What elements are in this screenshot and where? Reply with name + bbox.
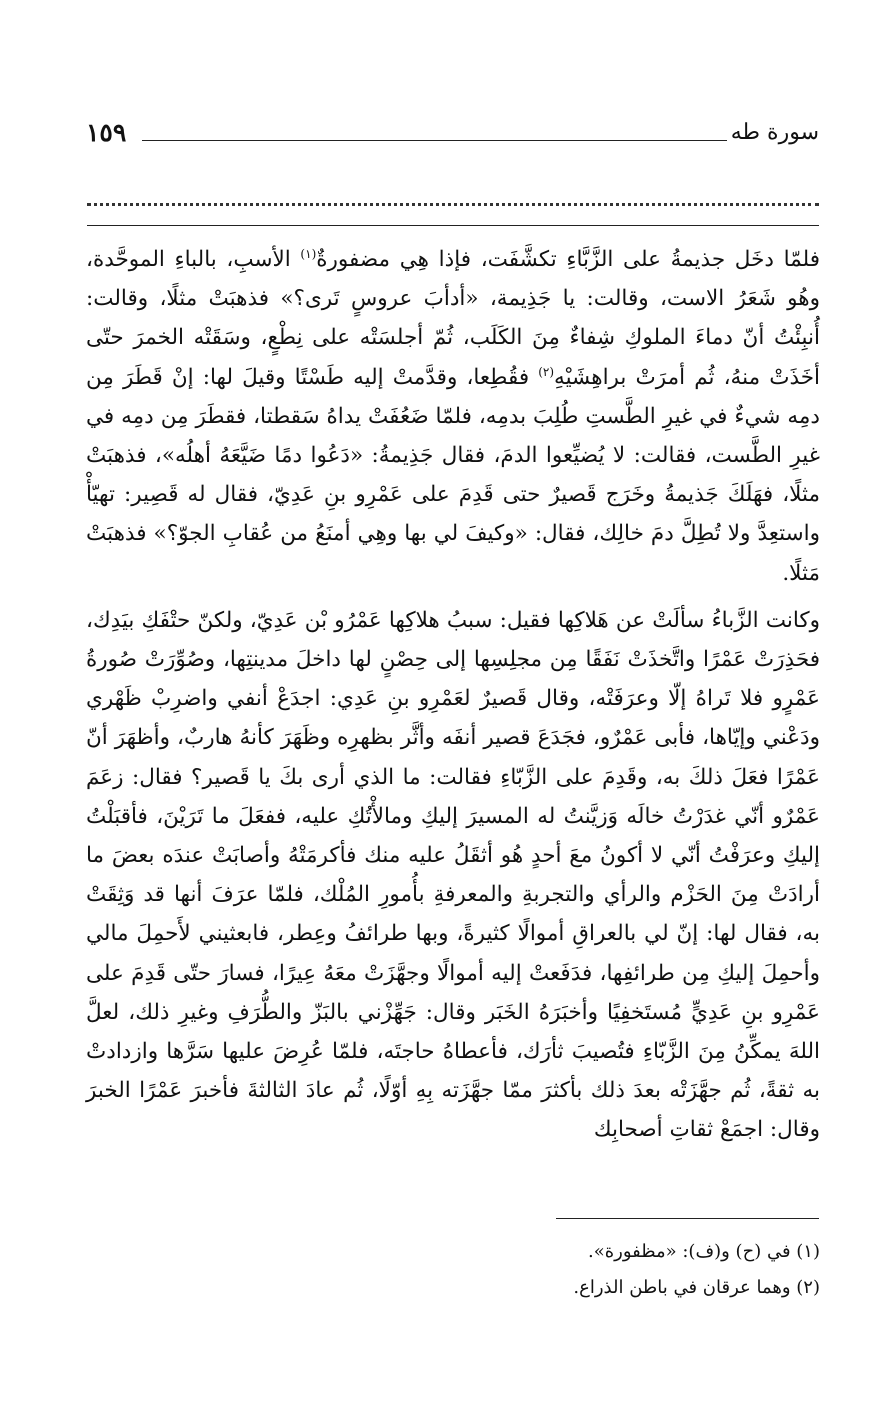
footnote-1: (١) في (ح) و(ف): «مظفورة». [587,1241,820,1262]
paragraph-1-part-1: فلمّا دخَل جذيمةُ على الزَّبَّاءِ تكشَّفَت، فإذا هِي مضفورةٌ [316,247,820,272]
dotted-divider [87,203,819,206]
paragraph-1-part-2: الأسبِ، بالباءِ الموحَّدة، وهُو شَعَرُ الاست، وقالت: يا جَذِيمة، «أدأبَ عروسٍ تَرى؟» فذهبَتْ مثلًا، وقالت: أُنبِئْتُ أنّ دماءَ الملوكِ شِفاءٌ مِنَ الكَلَب، ثُمّ أجلسَتْه على نِطْعٍ، وسَقَتْه الخمرَ حتّى أخَذَتْ منهُ، ثُم أمرَتْ براهِشَيْهِ [86,247,820,390]
footnote-ref-2: (٢) [538,364,555,379]
paragraph-1 [86,240,820,593]
footnote-ref-1: (١) [300,246,317,261]
header-rule [142,140,727,141]
footnote-2: (٢) وهما عرقان في باطن الذراع. [573,1277,820,1298]
running-header [86,118,819,158]
footnotes [86,1234,820,1306]
footnote-separator [556,1218,819,1219]
page-number: ١٥٩ [86,118,127,147]
main-text [86,240,820,1150]
solid-divider [87,225,819,226]
surah-title: سورة طه [730,120,819,145]
paragraph-1-part-3: فقُطِعا، وقدَّمتْ إليه طَسْتًا وقيلَ لها: إنْ قَطَرَ مِن دمِه شيءٌ في غيرِ الطَّستِ طُلِبَ بدمِه، فلمّا ضَعُفَتْ يداهُ سَقطتا، فقطَرَ مِن دمِه في غيرِ الطَّست، فقالت: لا يُضيِّعوا الدمَ، فقال جَذِيمةُ: «دَعُوا دمًا ضَيَّعَهُ أهلُه»، فذهبَتْ مثلًا، فهَلَكَ جَذيمةُ وخَرَج قَصيرٌ حتى قَدِمَ على عَمْرِو بنِ عَدِيّ، فقال له قَصِير: تهيّأْ واستعِدَّ ولا تُطِلَّ دمَ خالِك، فقال: «وكيفَ لي بها وهِي أمنَعُ من عُقابِ الجوّ؟» فذهبَتْ مَثلًا. [86,364,820,586]
paragraph-2: وكانت الزَّباءُ سألَتْ عن هَلاكِها فقيل: سببُ هلاكِها عَمْرُو بْن عَدِيّ، ولكنّ حتْفَكِ بيَدِك، فحَذِرَتْ عَمْرًا واتَّخذَتْ نَفَقًا مِن مجلِسِها إلى حِصْنٍ لها داخلَ مدينتِها، وصُوِّرَتْ صُورةُ عَمْرٍو فلا تَراهُ إلّا وعرَفَتْه، وقال قَصيرٌ لعَمْرِو بنِ عَدِي: اجدَعْ أنفي واضرِبْ ظَهْري ودَعْني وإيّاها، فأبى عَمْرٌو، فجَدَعَ قصير أنفَه وأثَّر بظهرِه وظَهَرَ كأنهُ هاربٌ، وأظهَرَ أنّ عَمْرًا فعَلَ ذلكَ به، وقَدِمَ على الزَّبّاءِ فقالت: ما الذي أرى بكَ يا قَصير؟ فقال: زعَمَ عَمْرٌو أنّي غدَرْتُ خالَه وَزيَّنتُ له المسيرَ إليكِ ومالأْتُكِ عليه، ففعَلَ ما تَرَيْنَ، فأقبَلْتُ إليكِ وعرَفْتُ أنّي لا أكونُ معَ أحدٍ هُو أثقَلُ عليه منك فأكرمَتْهُ وأصابَتْ عندَه بعضَ ما أرادَتْ مِنَ الحَزْم والرأي والتجربةِ والمعرفةِ بأُمورِ المُلْك، فلمّا عرَفَ أنها قد وَثِقَتْ به، فقال لها: إنّ لي بالعراقِ أموالًا كثيرةً، وبها طرائفُ وعِطر، فابعثيني لأَحمِلَ مالي وأحمِلَ إليكِ مِن طرائفِها، فدَفَعتْ إليه أموالًا وجهَّزَتْ معَهُ عِيرًا، فسارَ حتّى قَدِمَ على عَمْرِو بنِ عَدِيٍّ مُستَخفِيًا وأخبَرَهُ الخَبَر وقال: جَهِّزْني بالبَزّ والطُّرَفِ وغيرِ ذلك، لعلَّ اللهَ يمكِّنُ مِنَ الزَّبّاءِ فتُصيبَ ثأرَك، فأعطاهُ حاجتَه، فلمّا عُرِضَ عليها سَرَّها وازدادتْ به ثقةً، ثُم جهَّزَتْه بعدَ ذلك بأكثرَ ممّا جهَّزَته بِهِ أوّلًا، ثُم عادَ الثالثةَ فأخبرَ عَمْرًا الخبرَ وقال: اجمَعْ ثقاتِ أصحابِك [86,607,820,1143]
